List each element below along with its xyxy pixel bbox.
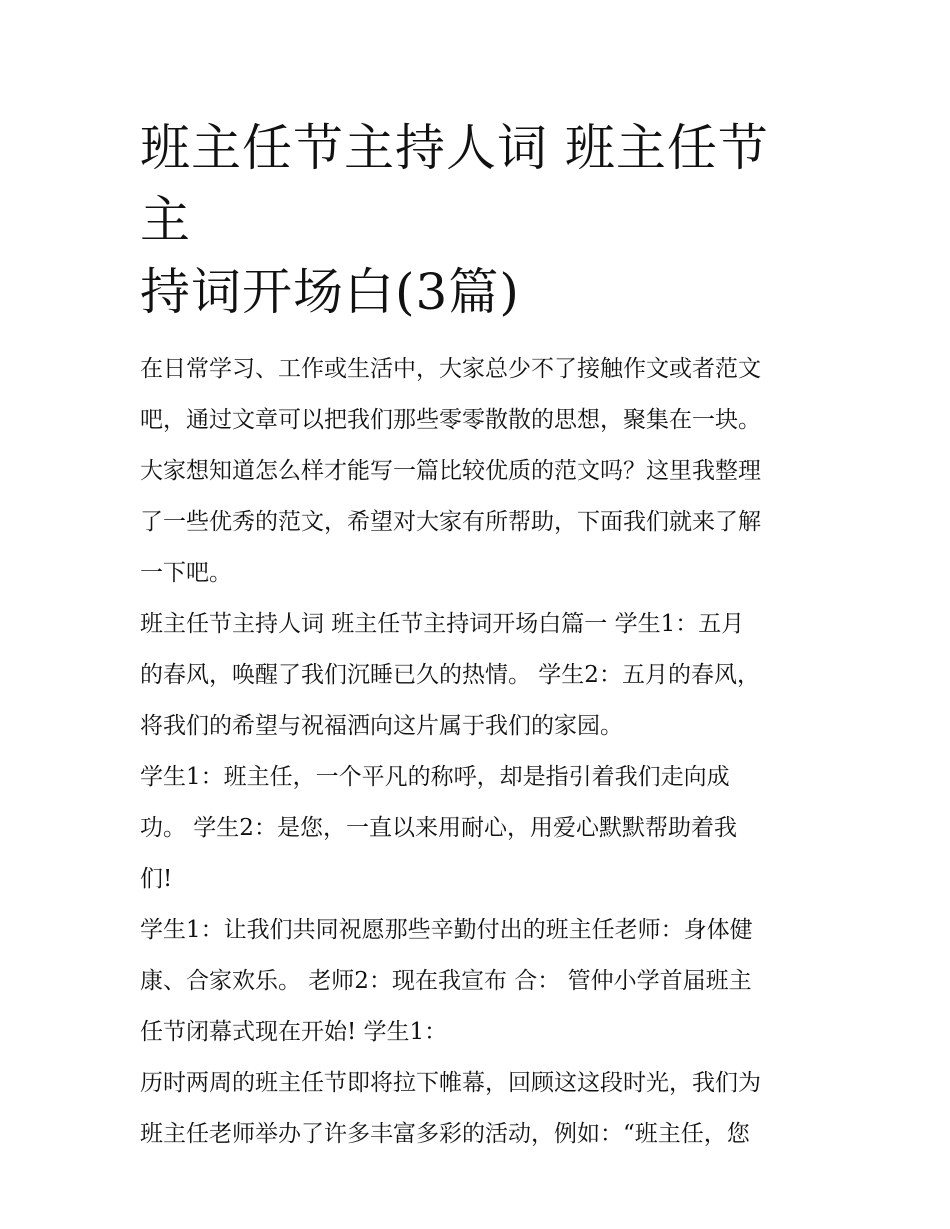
paragraph-dialogue-3: 学生1：让我们共同祝愿那些辛勤付出的班主任老师：身体健 康、合家欢乐。 老师2：现在我宣布 合： 管仲小学首届班主 任节闭幕式现在开始! 学生1： bbox=[140, 917, 753, 1045]
paragraph-intro: 在日常学习、工作或生活中，大家总少不了接触作文或者范文 吧，通过文章可以把我们那些零零散散的思想，聚集在一块。 大家想知道怎么样才能写一篇比较优质的范文吗？这里我整理 了一些优秀的范文，希望对大家有所帮助，下面我们就来了解 一下吧。 bbox=[140, 356, 761, 586]
paragraph-dialogue-2: 学生1：班主任，一个平凡的称呼，却是指引着我们走向成 功。 学生2：是您，一直以来用耐心，用爱心默默帮助着我 们! bbox=[140, 764, 737, 892]
document-body bbox=[140, 344, 812, 1160]
document-title: 班主任节主持人词 班主任节主 持词开场白(3篇) bbox=[140, 119, 769, 321]
paragraph-dialogue-4: 历时两周的班主任节即将拉下帷幕，回顾这这段时光，我们为 班主任老师举办了许多丰富多彩的活动，例如：“班主任，您 bbox=[140, 1070, 761, 1147]
paragraph-dialogue-1: 班主任节主持人词 班主任节主持词开场白篇一 学生1：五月 的春风，唤醒了我们沉睡已久的热情。 学生2：五月的春风， 将我们的希望与祝福洒向这片属于我们的家园。 bbox=[140, 611, 760, 739]
document-page bbox=[140, 112, 812, 1160]
